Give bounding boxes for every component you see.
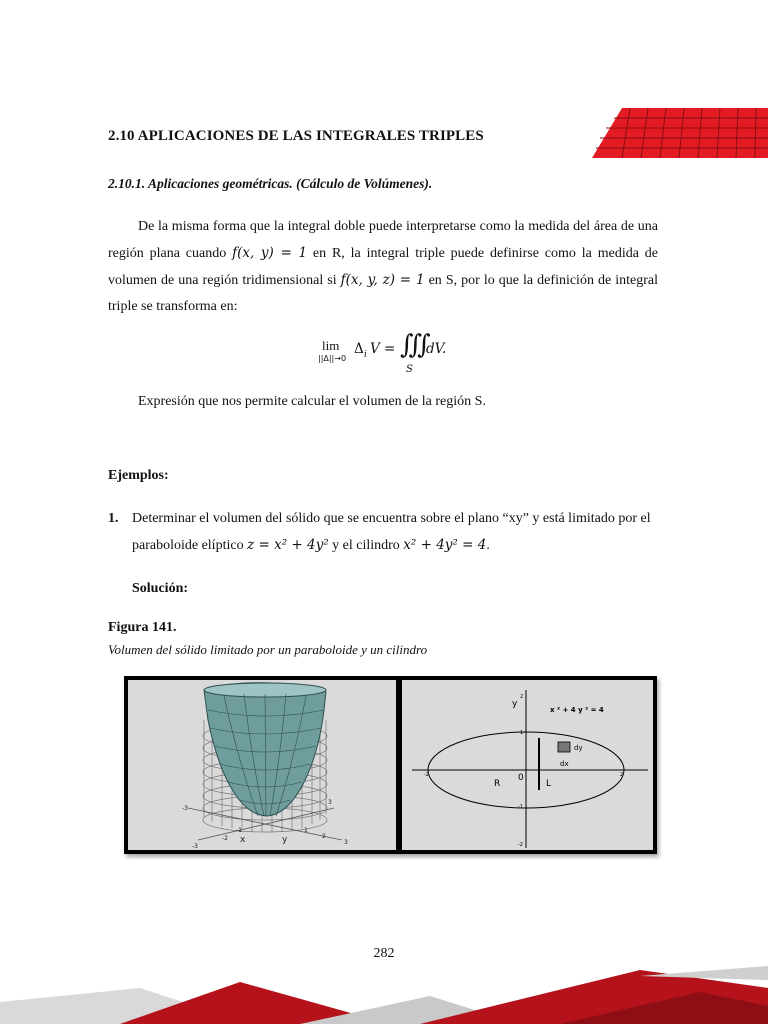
paraboloid-3d-plot — [128, 680, 396, 850]
example-text — [132, 506, 662, 559]
axis-label-y: y — [282, 835, 288, 845]
formula-delta-sub: i — [364, 350, 367, 360]
right-origin: 0 — [518, 773, 524, 783]
tick-left-2: -2 — [222, 835, 228, 842]
footer-decoration — [0, 966, 768, 1024]
tick-left-3: -1 — [236, 827, 242, 834]
triple-integral-symbol: ∭ — [400, 330, 431, 360]
intro-paragraph — [108, 214, 658, 320]
right-l: L — [546, 779, 552, 789]
math-fxyz: f(x, y, z) = 1 — [340, 272, 425, 288]
tick-left-4: 1 — [304, 827, 308, 834]
math-fxy: f(x, y) = 1 — [232, 245, 308, 261]
formula-integral-sub: S — [406, 364, 413, 375]
formula-lim-sub: ||Δ||→0 — [318, 354, 347, 363]
formula-lim: lim — [322, 338, 340, 353]
figure-3d-panel — [128, 680, 396, 850]
figure-caption: Volumen del sólido limitado por un paraboloide y un cilindro — [108, 642, 428, 657]
header-red-grid-decoration — [592, 108, 768, 158]
math-cylinder: x² + 4y² = 4 — [403, 537, 487, 553]
formula-rhs: dV. — [426, 341, 447, 357]
example-text-3: . — [486, 538, 490, 553]
paragraph-text-3: en S, por lo que la definición de integral triple se transforma en: — [108, 273, 658, 314]
triple-integral-formula — [318, 330, 458, 378]
figure-title: Figura 141. — [108, 620, 177, 635]
example-text-1: Determinar el volumen del sólido que se encuentra sobre el plano “xy” y está limitado por el paraboloide elíptico — [132, 511, 651, 553]
section-title: 2.10 APLICACIONES DE LAS INTEGRALES TRIPLES — [108, 128, 484, 144]
right-dy: dy — [574, 744, 583, 752]
tick-left-5: 2 — [322, 833, 326, 840]
figure-141 — [124, 676, 657, 854]
tick-left-8: 3 — [328, 799, 332, 806]
example-number: 1. — [108, 511, 119, 526]
right-xneg: -2 — [424, 772, 429, 778]
right-yn2: -2 — [518, 842, 523, 848]
figure-region-panel — [402, 680, 653, 850]
formula-delta: Δ — [354, 341, 364, 357]
math-paraboloid: z = x² + 4y² — [247, 537, 329, 553]
axis-label-x: x — [240, 835, 246, 845]
example-text-2: y el cilindro — [328, 538, 404, 553]
right-dx: dx — [560, 760, 569, 768]
right-yn1: -1 — [518, 804, 523, 810]
tick-left-7: -3 — [192, 843, 198, 850]
tick-left-1: -3 — [182, 805, 188, 812]
right-y1: 1 — [520, 730, 524, 736]
page-number: 282 — [373, 946, 395, 961]
formula-lhs: V = — [370, 341, 396, 357]
solution-heading: Solución: — [132, 581, 189, 596]
right-y2: 2 — [520, 694, 524, 700]
right-r: R — [494, 779, 501, 789]
expression-line: Expresión que nos permite calcular el volumen de la región S. — [138, 394, 486, 409]
examples-heading: Ejemplos: — [108, 468, 169, 483]
right-equation: x ² + 4 y ² = 4 — [550, 706, 604, 714]
paragraph-text-1: De la misma forma que la integral doble puede interpretarse como la medida del área de una región plana cuando — [108, 219, 658, 261]
tick-left-6: 3 — [344, 839, 348, 846]
right-xpos: 2 — [620, 772, 624, 778]
ellipse-region-plot — [402, 680, 653, 850]
subsection-title: 2.10.1. Aplicaciones geométricas. (Cálculo de Volúmenes). — [108, 176, 433, 191]
right-axis-y: y — [512, 699, 518, 709]
dxdy-square — [558, 742, 570, 752]
paragraph-text-2: en R, la integral triple puede definirse como la medida de volumen de una región tridimensional si — [108, 246, 658, 288]
